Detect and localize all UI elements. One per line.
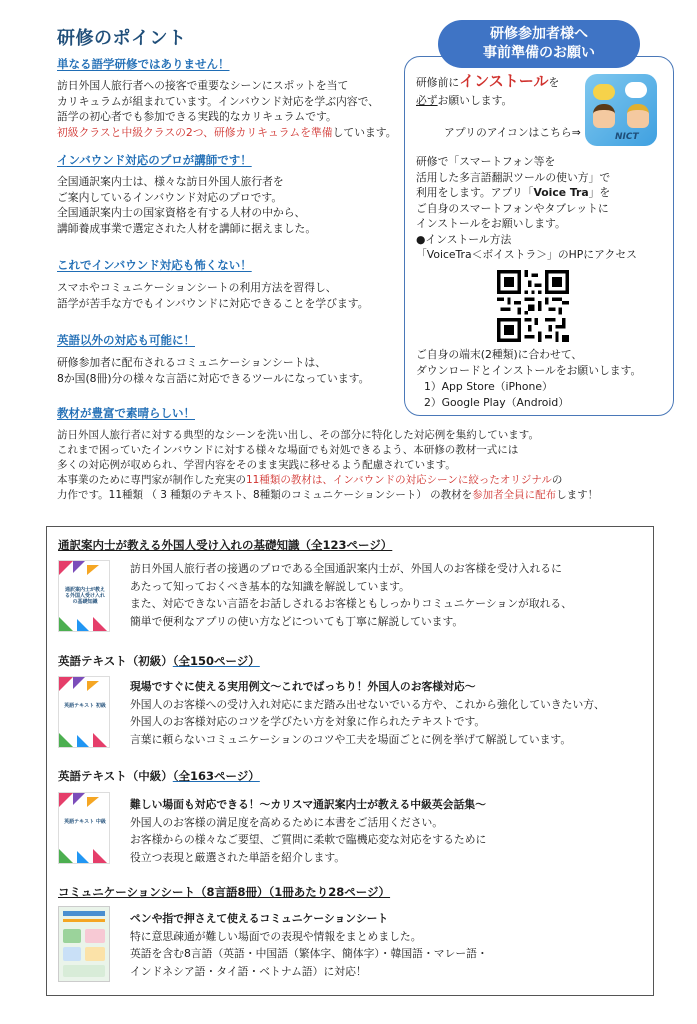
body-line: ご案内しているインバウンド対応のプロです。: [57, 190, 283, 204]
body-text: の: [551, 474, 563, 486]
badge-line: 研修参加者様へ: [490, 26, 588, 42]
book-lead: 難しい場面も対応できる！～カリスマ通訳案内士が教える中級英会話集～: [130, 798, 486, 811]
section-body: [57, 174, 316, 236]
body-line: これまで困っていたインバウンドに対する様々な場面でも対処できるよう、本研修の教材一式には: [57, 444, 519, 456]
cover-label: 英語テキスト 初級: [64, 703, 106, 709]
voicetra-app-icon: [585, 74, 657, 146]
body-line: 多くの対応例が収められ、学習内容をそのまま実践に移せるよう配慮されています。: [57, 459, 456, 471]
body-line: 全国通訳案内士の国家資格を有する人材の中から、: [57, 206, 306, 219]
prep-text: 」を: [588, 186, 611, 199]
body-text: 本事業のために専門家が制作した充実の: [57, 474, 246, 486]
store-item-ios: 1）App Store（iPhone）: [424, 380, 553, 393]
body-line-highlight: [57, 125, 397, 141]
person-icon: [627, 104, 649, 128]
prep-body: [416, 154, 637, 263]
book-pages: （全163ページ）: [172, 769, 260, 783]
prep-intro: [416, 74, 559, 91]
app-name: Voice Tra: [533, 186, 589, 199]
book-title: 英語テキスト（中級）: [58, 769, 173, 783]
prep-text: 利用をします。アプリ「: [416, 186, 534, 199]
book-title: コミュニケーションシート（8言語8冊）: [58, 885, 269, 899]
book-line: お客様からの様々なご要望、ご質問に柔軟で臨機応変な対応をするために: [130, 833, 487, 846]
book-line: インドネシア語・タイ語・ベトナム語）に対応！: [130, 964, 367, 978]
must-emphasis: 必ず: [416, 94, 438, 107]
page-title: 研修のポイント: [57, 28, 187, 49]
sheet-bar: [63, 919, 105, 922]
prep-badge: [438, 20, 640, 68]
book-description: [130, 796, 486, 866]
prep-line: [416, 185, 637, 201]
body-text: しています。: [332, 125, 397, 139]
prep-line: 研修で「スマートフォン等を: [416, 155, 556, 168]
intro-text: 研修前に: [416, 76, 460, 89]
book-line: 簡単で便利なアプリの使い方などについても丁寧に解説しています。: [130, 614, 464, 628]
book-line: 特に意思疎通が難しい場面での表現や情報をまとめました。: [130, 929, 422, 943]
book-cover-image: [58, 560, 110, 632]
intro-text: お願いします。: [437, 94, 513, 107]
book-line: あたって知っておくべき基本的な知識を解説しています。: [130, 579, 410, 593]
book-heading: [58, 884, 390, 900]
body-line: スマホやコミュニケーションシートの利用方法を習得し、: [57, 281, 337, 294]
sheet-box: [85, 929, 105, 943]
prep-line: 活用した多言語翻訳ツールの使い方」で: [416, 170, 611, 184]
sheet-header-bar: [63, 911, 105, 916]
book-line: また、対応できない言語をお話しされるお客様ともしっかりコミュニケーションが取れる、: [130, 597, 573, 610]
book-line: 役立つ表現と厳選された単語を紹介します。: [130, 850, 346, 864]
section-body: [57, 78, 397, 140]
book-cover-image: [58, 792, 110, 864]
body-line: カリキュラムが組まれています。インバウンド対応を学ぶ内容で、: [57, 94, 379, 108]
nict-label: NICT: [615, 132, 639, 142]
badge-line: 事前準備のお願い: [483, 45, 595, 61]
prep-line: インストールをお願いします。: [416, 217, 566, 230]
book-title: 通訳案内士が教える外国人受け入れの基礎知識: [58, 538, 300, 552]
communication-sheet-image: [58, 906, 110, 982]
book-description: [130, 560, 572, 630]
section-body: [57, 428, 598, 503]
body-text: します！: [556, 489, 599, 501]
book-line: 英語を含む8言語（英語・中国語（繁体字、簡体字）・韓国語・マレー語・: [130, 947, 488, 960]
sheet-box: [85, 947, 105, 961]
book-lead: 現場ですぐに使える実用例文～これでばっちり！外国人のお客様対応～: [130, 680, 476, 693]
book-title: 英語テキスト（初級）: [58, 654, 173, 668]
body-line: 訪日外国人旅行者に対する典型的なシーンを洗い出し、その部分に特化した対応例を集約しています。: [57, 429, 539, 441]
sheet-box: [63, 929, 81, 943]
body-text: 力作です。11種類 （ 3 種類のテキスト、8種類のコミュニケーションシート） の教材を: [57, 489, 473, 501]
speech-bubble-icon: [593, 84, 615, 100]
body-line: 8か国(8冊)分の様々な言語に対応できるツールになっています。: [57, 371, 370, 385]
book-heading: [58, 768, 260, 784]
body-line: 語学の初心者でも参加できる実践的なカリキュラムです。: [57, 110, 337, 123]
install-emphasis: インストール: [459, 72, 549, 90]
prep-line: ご自身のスマートフォンやタブレットに: [416, 201, 609, 215]
sheet-box: [63, 947, 81, 961]
section-body: [57, 280, 369, 311]
highlight-text: 初級クラスと中級クラスの2つ、研修カリキュラムを準備: [57, 125, 333, 139]
person-icon: [593, 104, 615, 128]
book-line: 外国人のお客様への受け入れ対応にまだ踏み出せないでいる方や、これから強化していきたい方、: [130, 697, 605, 711]
book-lead: ペンや指で押さえて使えるコミュニケーションシート: [130, 912, 389, 925]
book-line: 外国人のお客様対応のコツを学びたい方を対象に作られたテキストです。: [130, 715, 486, 728]
prep-line: ご自身の端末(2種類)に合わせて、: [416, 348, 583, 361]
highlight-text: 参加者全員に配布: [472, 489, 557, 501]
speech-bubble-icon: [625, 82, 647, 98]
store-item-android: 2）Google Play（Android）: [424, 395, 570, 409]
book-pages: （全150ページ）: [172, 654, 260, 668]
book-cover-image: [58, 676, 110, 748]
section-heading: 教材が豊富で素晴らしい！: [57, 406, 195, 420]
prep-intro-2: [416, 93, 512, 109]
book-line: 外国人のお客様の満足度を高めるために本書をご活用ください。: [130, 815, 444, 829]
cover-label: 英語テキスト 中級: [64, 819, 106, 825]
section-body: [57, 355, 369, 386]
intro-text: を: [548, 76, 560, 89]
book-line: 言葉に頼らないコミュニケーションのコツや工夫を場面ごとに例を挙げて解説しています。: [130, 732, 572, 746]
qr-code-icon[interactable]: [497, 270, 569, 342]
body-line-highlight: [57, 473, 598, 488]
body-line: 講師養成事業で選定された人材を講師に据えました。: [57, 221, 317, 235]
icon-hint: アプリのアイコンはこちら⇒: [444, 126, 581, 139]
book-pages: （1冊あたり28ページ）: [268, 885, 391, 899]
section-heading: これでインバウンド対応も怖くない！: [57, 258, 252, 272]
body-line: 語学が苦手な方でもインバウンドに対応できることを学びます。: [57, 296, 369, 310]
install-method-title: ●インストール方法: [416, 232, 512, 246]
book-description: [130, 910, 488, 980]
section-heading: 英語以外の対応も可能に！: [57, 333, 195, 347]
book-heading: [58, 653, 260, 669]
body-line: 訪日外国人旅行者への接客で重要なシーンにスポットを当て: [57, 79, 349, 92]
book-pages: （全123ページ）: [299, 538, 393, 552]
book-description: [130, 678, 605, 748]
section-heading: 単なる語学研修ではありません！: [57, 57, 230, 71]
cover-label: 通訳案内士が教える外国人受け入れの基礎知識: [64, 587, 105, 605]
book-heading: [58, 537, 392, 553]
body-line: 研修参加者に配布されるコミュニケーションシートは、: [57, 356, 327, 369]
prep-after: [416, 347, 641, 410]
install-method-text: 「VoiceTra＜ボイストラ＞」のHPにアクセス: [416, 248, 637, 261]
section-heading: インバウンド対応のプロが講師です！: [57, 153, 252, 167]
prep-line: ダウンロードとインストールをお願いします。: [416, 363, 642, 377]
book-line: 訪日外国人旅行者の接遇のプロである全国通訳案内士が、外国人のお客様を受け入れるに: [130, 562, 562, 575]
body-line: 全国通訳案内士は、様々な訪日外国人旅行者を: [57, 175, 284, 188]
body-line-highlight: [57, 488, 598, 503]
highlight-text: 11種類の教材は、インバウンドの対応シーンに絞ったオリジナル: [246, 474, 552, 486]
sheet-box: [63, 965, 105, 977]
